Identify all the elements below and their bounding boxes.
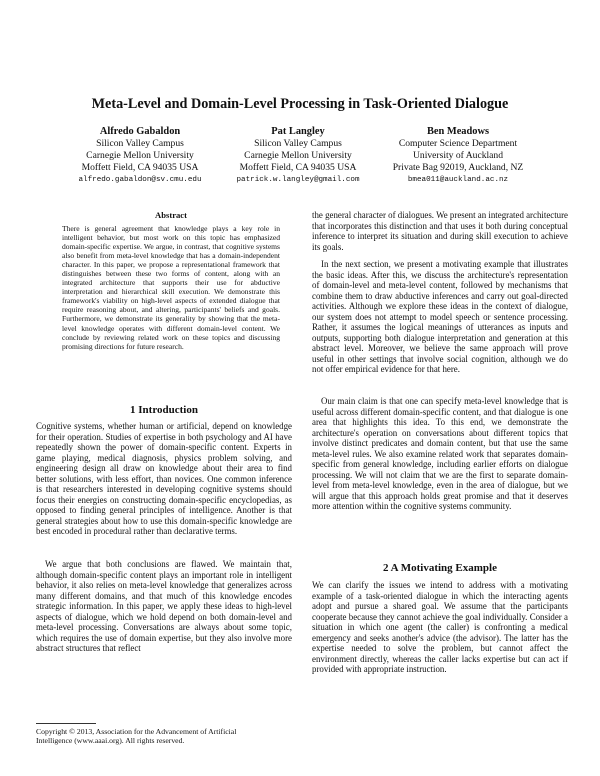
author-address: Moffett Field, CA 94035 USA: [239, 162, 357, 173]
author-email: bmea011@auckland.ac.nz: [407, 176, 509, 184]
copyright-line: Intelligence (www.aaai.org). All rights reserved.: [36, 736, 185, 746]
author-affiliation: Silicon Valley Campus: [254, 138, 342, 149]
abstract-text: There is general agreement that knowledge plays a key role in intelligent behavior, but most work on this topic has emphasized domain-specific expertise. We argue, in contrast, that cognitive systems also benefit from meta-level knowledge that has a domain-independent character. In this paper, we propose a representational framework that distinguishes between these two forms of content, along with an integrated architecture that supports their use for abductive interpretation and hierarchical skill execution. We demonstrate this framework's viability on high-level aspects of extended dialogue that require reasoning about, and altering, participants' beliefs and goals. Furthermore, we demonstrate its generality by showing that the meta-level knowledge operates with different domain-level content. We conclude by reviewing related work on these topics and discussing promising directions for future research.: [62, 224, 280, 351]
author-block-3: [368, 126, 548, 186]
author-email: alfredo.gabaldon@sv.cmu.edu: [78, 176, 202, 184]
paper-title: Meta-Level and Domain-Level Processing in Task-Oriented Dialogue: [91, 96, 509, 112]
author-block-2: [208, 126, 388, 186]
author-affiliation: Silicon Valley Campus: [96, 138, 184, 149]
footnote-rule: [36, 723, 96, 724]
body-paragraph: We can clarify the issues we intend to address with a motivating example of a task-oriented dialogue in which the interacting agents adopt and pursue a shared goal. We assume that the participants cooperate because they cannot achieve the goal individually. Consider a situation in which one agent (the caller) is confronting a medical emergency and seeks another's advice (the advisor). The latter has the expertise needed to solve the problem, but cannot affect the environment directly, whereas the caller lacks expertise but can act if provided with appropriate instruction.: [312, 580, 568, 675]
copyright-line: Copyright © 2013, Association for the Advancement of Artificial: [36, 727, 237, 736]
author-name: Alfredo Gabaldon: [99, 126, 181, 137]
body-paragraph: Our main claim is that one can specify meta-level knowledge that is useful across different domain-specific content, and that dialogue is one area that highlights this idea. To this end, we demonstrate the architecture's operation on conversations about different topics that involve distinct predicates and domain content, but that use the same meta-level rules. We also examine related work that separates domain-specific from general knowledge, including earlier efforts on dialogue processing. We will not claim that we are the first to separate domain-level from meta-level knowledge, even in the area of dialogue, but we will argue that this approach holds great promise and that it deserves more attention within the cognitive systems community.: [312, 396, 568, 512]
body-paragraph: In the next section, we present a motivating example that illustrates the basic ideas. After this, we discuss the architecture's representation of domain-level and meta-level content, followed by mechanisms that combine them to draw abductive inferences and carry out goal-directed activities. Although we explore these ideas in the context of dialogue, our system does not attempt to model speech or sentence processing. Rather, it assumes the logical meanings of utterances as inputs and outputs, supporting both dialogue interpretation and generation at this abstract level. Moreover, we believe the same approach will prove useful in other settings that involve social cognition, although we do not offer empirical evidence for that here.: [312, 259, 568, 375]
author-email: patrick.w.langley@gmail.com: [236, 176, 360, 184]
copyright-footnote: [36, 727, 296, 746]
author-address: Private Bag 92019, Auckland, NZ: [392, 162, 524, 173]
body-paragraph: Cognitive systems, whether human or artificial, depend on knowledge for their operation. Studies of expertise in both psychology and AI have repeatedly shown the power of domain-specific content. Experts in game playing, medical diagnosis, physics problem solving, and engineering design all draw on knowledge about their area to find better solutions, with less effort, than novices. One common inference is that researchers interested in developing cognitive systems should focus their energies on constructing domain-specific encyclopedias, as opposed to finding general principles of intelligence. Another is that general strategies about how to use this domain-specific knowledge are best encoded in procedural rather than declarative terms.: [36, 421, 292, 537]
author-affiliation: Carnegie Mellon University: [244, 150, 352, 161]
author-block-1: [50, 126, 230, 186]
author-affiliation: Computer Science Department: [398, 138, 518, 149]
section-heading-introduction: 1 Introduction: [130, 404, 198, 416]
author-affiliation: University of Auckland: [412, 150, 504, 161]
author-address: Moffett Field, CA 94035 USA: [81, 162, 199, 173]
author-name: Pat Langley: [271, 126, 325, 137]
body-paragraph: the general character of dialogues. We present an integrated architecture that incorporates this distinction and that uses it both during conceptual inference to interpret its situation and during skill execution to achieve its goals.: [312, 210, 568, 252]
author-name: Ben Meadows: [426, 126, 490, 137]
section-heading-motivating-example: 2 A Motivating Example: [383, 562, 497, 574]
abstract-heading: Abstract: [155, 210, 187, 220]
author-affiliation: Carnegie Mellon University: [86, 150, 194, 161]
body-paragraph: We argue that both conclusions are flawed. We maintain that, although domain-specific content plays an important role in intelligent behavior, it also relies on meta-level knowledge that generalizes across many different domains, and that much of this knowledge encodes strategic information. In this paper, we apply these ideas to high-level aspects of dialogue, which we hold depend on both domain-level and meta-level processing. Conversations are always about some topic, which requires the use of domain expertise, but they also involve more abstract structures that reflect: [36, 559, 292, 654]
